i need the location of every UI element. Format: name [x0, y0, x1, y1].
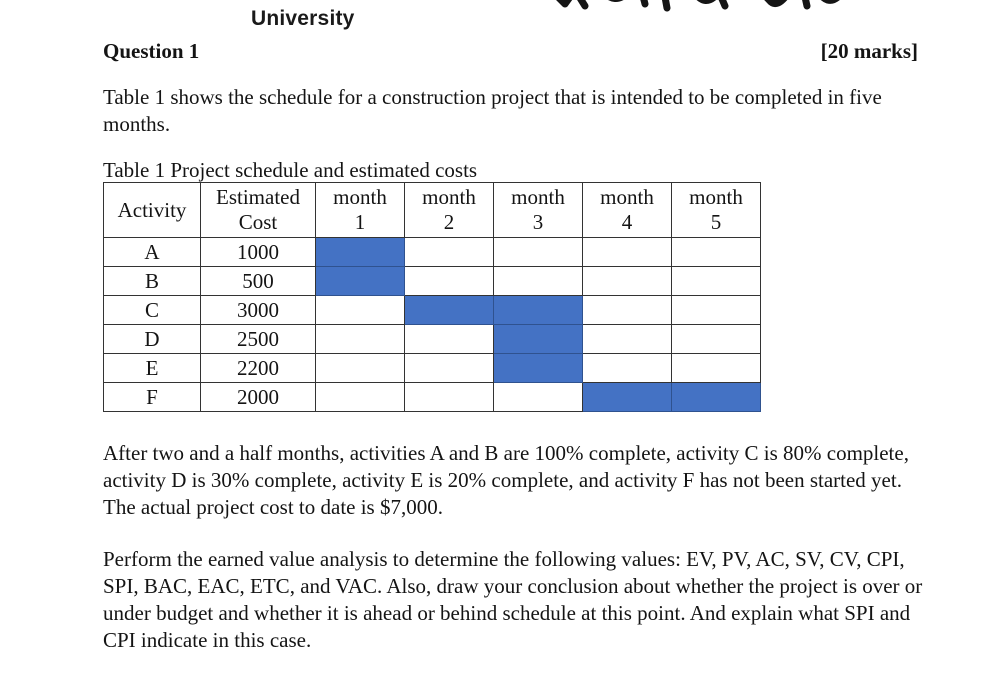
schedule-empty-cell — [583, 325, 672, 354]
header-month-label: month — [689, 185, 743, 209]
activity-cell: F — [104, 383, 201, 412]
cost-cell: 1000 — [201, 238, 316, 267]
schedule-table — [103, 182, 761, 412]
table-row — [104, 354, 761, 383]
header-month-number: 5 — [710, 210, 722, 234]
header-month-label: month — [422, 185, 476, 209]
cost-cell: 2200 — [201, 354, 316, 383]
schedule-bar-cell — [494, 354, 583, 383]
schedule-empty-cell — [583, 296, 672, 325]
schedule-empty-cell — [672, 267, 761, 296]
schedule-bar-cell — [583, 383, 672, 412]
activity-cell: A — [104, 238, 201, 267]
schedule-empty-cell — [405, 238, 494, 267]
schedule-empty-cell — [494, 267, 583, 296]
header-cost-line2: Cost — [238, 210, 278, 234]
schedule-empty-cell — [583, 267, 672, 296]
schedule-empty-cell — [583, 354, 672, 383]
schedule-empty-cell — [583, 238, 672, 267]
header-month-label: month — [511, 185, 565, 209]
schedule-table-body — [104, 238, 761, 412]
schedule-bar-cell — [316, 238, 405, 267]
table-row — [104, 267, 761, 296]
schedule-empty-cell — [316, 296, 405, 325]
table-caption: Table 1 Project schedule and estimated costs — [103, 158, 478, 182]
question-title: Question 1 — [103, 39, 200, 63]
schedule-empty-cell — [316, 383, 405, 412]
header-month-2 — [405, 183, 494, 238]
header-month-number: 2 — [443, 210, 455, 234]
table-header-row — [104, 183, 761, 238]
table-row — [104, 383, 761, 412]
activity-cell: B — [104, 267, 201, 296]
activity-cell: C — [104, 296, 201, 325]
header-month-1 — [316, 183, 405, 238]
handwritten-stamp — [545, 0, 875, 16]
cost-cell: 3000 — [201, 296, 316, 325]
status-paragraph: After two and a half months, activities A and B are 100% complete, activity C is 80% complete, activity D is 30% complete, activity E is 20% complete, and activity F has not been started yet. The actual project cost to date is $7,000. — [103, 441, 909, 519]
schedule-empty-cell — [405, 325, 494, 354]
header-cost-line1: Estimated — [216, 185, 300, 209]
cost-cell: 500 — [201, 267, 316, 296]
table-row — [104, 325, 761, 354]
schedule-empty-cell — [316, 325, 405, 354]
cost-cell: 2500 — [201, 325, 316, 354]
schedule-empty-cell — [672, 354, 761, 383]
schedule-empty-cell — [672, 238, 761, 267]
header-month-5 — [672, 183, 761, 238]
header-month-number: 4 — [621, 210, 633, 234]
header-month-label: month — [600, 185, 654, 209]
university-name: University — [251, 7, 355, 30]
header-cropped-text — [160, 0, 470, 4]
intro-paragraph: Table 1 shows the schedule for a construction project that is intended to be completed in five months. — [103, 85, 882, 136]
schedule-empty-cell — [405, 354, 494, 383]
question-marks: [20 marks] — [820, 39, 918, 63]
header-month-3 — [494, 183, 583, 238]
schedule-empty-cell — [494, 238, 583, 267]
task-paragraph: Perform the earned value analysis to determine the following values: EV, PV, AC, SV, CV, CPI, SPI, BAC, EAC, ETC, and VAC. Also, draw your conclusion about whether the project is over or under budget and whether it is ahead or behind schedule at this point. And explain what SPI and CPI indicate in this case. — [103, 547, 923, 652]
schedule-bar-cell — [316, 267, 405, 296]
activity-cell: D — [104, 325, 201, 354]
schedule-empty-cell — [672, 296, 761, 325]
schedule-bar-cell — [672, 383, 761, 412]
schedule-empty-cell — [316, 354, 405, 383]
header-month-label: month — [333, 185, 387, 209]
schedule-empty-cell — [494, 383, 583, 412]
schedule-bar-cell — [494, 296, 583, 325]
activity-cell: E — [104, 354, 201, 383]
header-estimated-cost — [201, 183, 316, 238]
header-month-number: 3 — [532, 210, 544, 234]
schedule-empty-cell — [405, 383, 494, 412]
table-row — [104, 296, 761, 325]
table-row — [104, 238, 761, 267]
header-month-4 — [583, 183, 672, 238]
cost-cell: 2000 — [201, 383, 316, 412]
schedule-empty-cell — [405, 267, 494, 296]
header-activity: Activity — [104, 183, 201, 238]
schedule-empty-cell — [672, 325, 761, 354]
schedule-bar-cell — [405, 296, 494, 325]
header-month-number: 1 — [354, 210, 366, 234]
schedule-bar-cell — [494, 325, 583, 354]
